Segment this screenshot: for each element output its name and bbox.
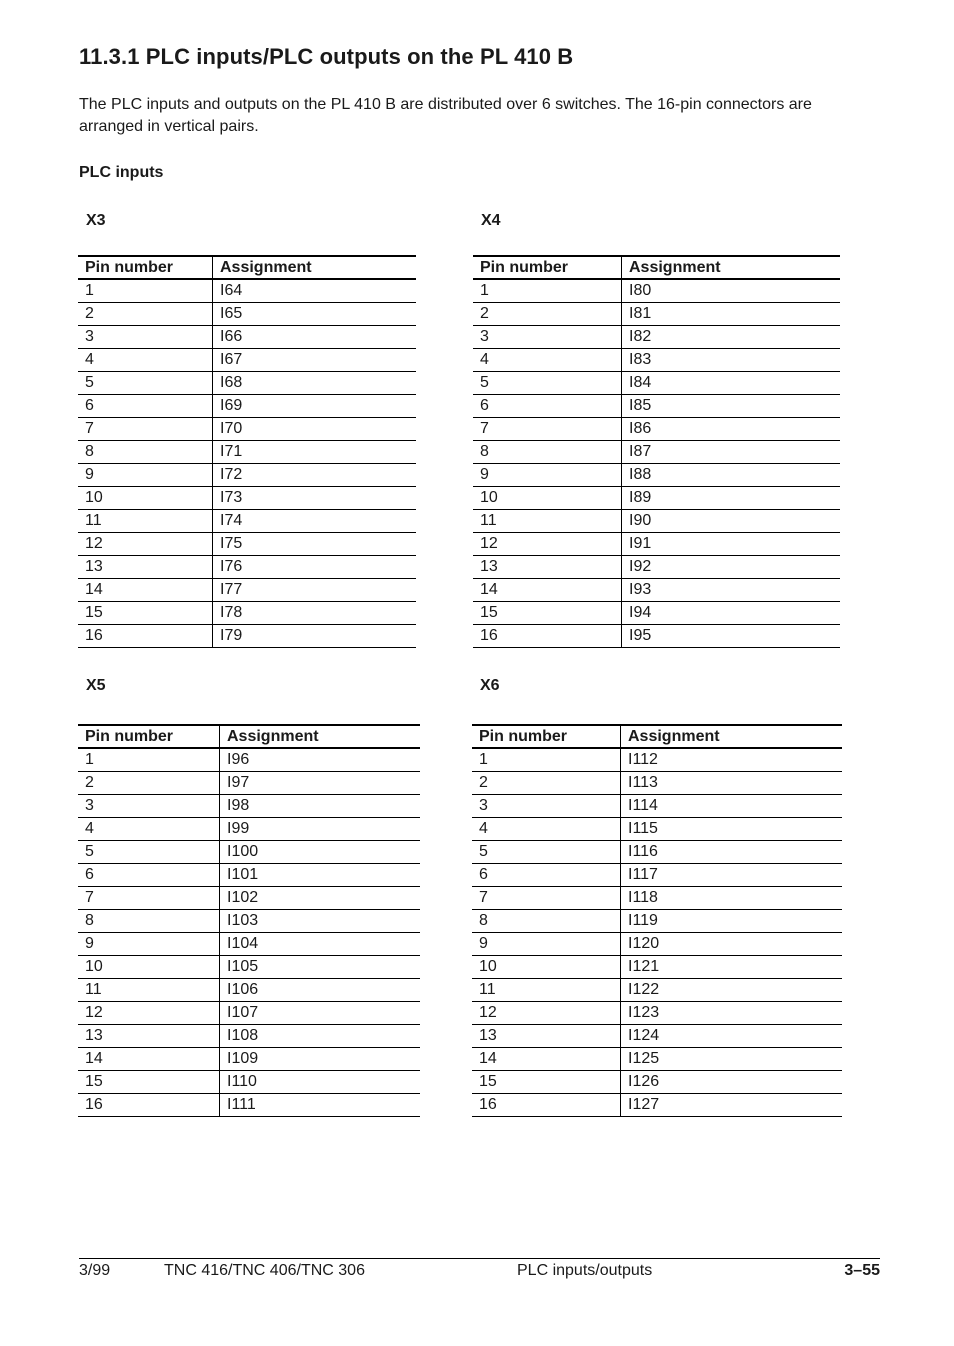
pin-number-cell: 9 xyxy=(78,464,213,487)
table-row xyxy=(473,510,840,533)
table-row xyxy=(473,395,840,418)
pin-number-cell: 3 xyxy=(472,795,621,818)
pin-number-header: Pin number xyxy=(472,725,621,748)
assignment-cell: I112 xyxy=(621,748,843,772)
assignment-cell: I113 xyxy=(621,772,843,795)
assignment-cell: I84 xyxy=(622,372,841,395)
pin-number-cell: 6 xyxy=(78,395,213,418)
assignment-header: Assignment xyxy=(213,256,417,279)
assignment-cell: I122 xyxy=(621,979,843,1002)
table-row xyxy=(78,772,420,795)
assignment-cell: I83 xyxy=(622,349,841,372)
table-row xyxy=(78,910,420,933)
intro-paragraph: The PLC inputs and outputs on the PL 410 B are distributed over 6 switches. The 16-pin connectors are arranged in vertical pairs. xyxy=(79,96,812,135)
assignment-cell: I97 xyxy=(220,772,421,795)
table-row xyxy=(473,279,840,303)
table-row xyxy=(78,326,416,349)
table-row xyxy=(473,625,840,648)
pin-number-cell: 1 xyxy=(473,279,622,303)
assignment-cell: I99 xyxy=(220,818,421,841)
table-row xyxy=(473,326,840,349)
table-row xyxy=(78,887,420,910)
pin-number-cell: 10 xyxy=(473,487,622,510)
assignment-cell: I90 xyxy=(622,510,841,533)
assignment-cell: I82 xyxy=(622,326,841,349)
pin-number-cell: 13 xyxy=(472,1025,621,1048)
table-row xyxy=(472,910,842,933)
assignment-cell: I121 xyxy=(621,956,843,979)
table-row xyxy=(78,841,420,864)
pin-number-cell: 2 xyxy=(472,772,621,795)
pin-number-cell: 10 xyxy=(78,956,220,979)
assignment-cell: I119 xyxy=(621,910,843,933)
table-row xyxy=(472,864,842,887)
table-row xyxy=(78,441,416,464)
assignment-header: Assignment xyxy=(621,725,843,748)
assignment-cell: I65 xyxy=(213,303,417,326)
table-row xyxy=(472,1025,842,1048)
pin-number-cell: 4 xyxy=(472,818,621,841)
pin-number-cell: 7 xyxy=(472,887,621,910)
assignment-cell: I79 xyxy=(213,625,417,648)
assignment-cell: I77 xyxy=(213,579,417,602)
pin-number-cell: 9 xyxy=(472,933,621,956)
table-row xyxy=(78,979,420,1002)
table-row xyxy=(78,556,416,579)
pin-number-cell: 2 xyxy=(78,772,220,795)
assignment-cell: I73 xyxy=(213,487,417,510)
table-row xyxy=(472,772,842,795)
pin-number-header: Pin number xyxy=(78,725,220,748)
pin-number-cell: 4 xyxy=(78,349,213,372)
table-row xyxy=(78,487,416,510)
assignment-cell: I98 xyxy=(220,795,421,818)
footer-page-number: 3–55 xyxy=(844,1262,880,1279)
table-row xyxy=(78,1071,420,1094)
assignment-cell: I109 xyxy=(220,1048,421,1071)
assignment-cell: I118 xyxy=(621,887,843,910)
table-row xyxy=(78,864,420,887)
assignment-cell: I89 xyxy=(622,487,841,510)
assignment-cell: I123 xyxy=(621,1002,843,1025)
pin-number-cell: 6 xyxy=(472,864,621,887)
pin-number-cell: 11 xyxy=(78,979,220,1002)
table-row xyxy=(472,795,842,818)
connector-label-x6: X6 xyxy=(480,677,500,694)
assignment-cell: I67 xyxy=(213,349,417,372)
assignment-cell: I75 xyxy=(213,533,417,556)
pin-table-x4 xyxy=(473,255,840,648)
assignment-cell: I78 xyxy=(213,602,417,625)
assignment-cell: I93 xyxy=(622,579,841,602)
table-row xyxy=(78,1025,420,1048)
table-row xyxy=(78,533,416,556)
pin-number-cell: 16 xyxy=(473,625,622,648)
pin-table-x3 xyxy=(78,255,416,648)
pin-number-cell: 6 xyxy=(473,395,622,418)
pin-number-cell: 12 xyxy=(473,533,622,556)
pin-number-cell: 13 xyxy=(78,1025,220,1048)
pin-number-cell: 12 xyxy=(78,1002,220,1025)
assignment-cell: I74 xyxy=(213,510,417,533)
table-row xyxy=(78,303,416,326)
pin-number-header: Pin number xyxy=(473,256,622,279)
table-row xyxy=(473,441,840,464)
pin-number-cell: 13 xyxy=(473,556,622,579)
table-row xyxy=(472,748,842,772)
assignment-cell: I103 xyxy=(220,910,421,933)
pin-number-cell: 11 xyxy=(473,510,622,533)
pin-number-cell: 5 xyxy=(78,841,220,864)
pin-number-header: Pin number xyxy=(78,256,213,279)
pin-number-cell: 6 xyxy=(78,864,220,887)
pin-number-cell: 14 xyxy=(78,579,213,602)
table-row xyxy=(473,487,840,510)
assignment-cell: I76 xyxy=(213,556,417,579)
assignment-cell: I94 xyxy=(622,602,841,625)
table-row xyxy=(78,748,420,772)
assignment-cell: I71 xyxy=(213,441,417,464)
table-row xyxy=(473,349,840,372)
assignment-cell: I95 xyxy=(622,625,841,648)
table-row xyxy=(78,1094,420,1117)
pin-number-cell: 2 xyxy=(473,303,622,326)
table-row xyxy=(78,1002,420,1025)
assignment-cell: I124 xyxy=(621,1025,843,1048)
assignment-cell: I108 xyxy=(220,1025,421,1048)
pin-number-cell: 14 xyxy=(473,579,622,602)
pin-number-cell: 4 xyxy=(78,818,220,841)
connector-label-x5: X5 xyxy=(86,677,106,694)
assignment-cell: I88 xyxy=(622,464,841,487)
table-row xyxy=(473,533,840,556)
assignment-cell: I81 xyxy=(622,303,841,326)
pin-number-cell: 11 xyxy=(78,510,213,533)
pin-number-cell: 3 xyxy=(473,326,622,349)
pin-table-x6 xyxy=(472,724,842,1117)
table-row xyxy=(472,1048,842,1071)
table-row xyxy=(78,795,420,818)
pin-number-cell: 10 xyxy=(78,487,213,510)
assignment-cell: I85 xyxy=(622,395,841,418)
table-row xyxy=(78,1048,420,1071)
assignment-cell: I114 xyxy=(621,795,843,818)
table-row xyxy=(472,1094,842,1117)
table-row xyxy=(473,464,840,487)
footer-date: 3/99 xyxy=(79,1262,111,1279)
assignment-cell: I68 xyxy=(213,372,417,395)
table-header-row xyxy=(78,725,420,748)
assignment-cell: I104 xyxy=(220,933,421,956)
pin-number-cell: 14 xyxy=(78,1048,220,1071)
pin-table-x5 xyxy=(78,724,420,1117)
assignment-cell: I117 xyxy=(621,864,843,887)
table-row xyxy=(78,279,416,303)
pin-number-cell: 8 xyxy=(473,441,622,464)
pin-number-cell: 15 xyxy=(472,1071,621,1094)
table-row xyxy=(78,579,416,602)
assignment-cell: I69 xyxy=(213,395,417,418)
table-row xyxy=(78,625,416,648)
pin-number-cell: 5 xyxy=(78,372,213,395)
table-row xyxy=(78,933,420,956)
assignment-cell: I105 xyxy=(220,956,421,979)
assignment-cell: I106 xyxy=(220,979,421,1002)
assignment-cell: I127 xyxy=(621,1094,843,1117)
assignment-cell: I64 xyxy=(213,279,417,303)
table-row xyxy=(473,579,840,602)
table-row xyxy=(78,372,416,395)
pin-number-cell: 1 xyxy=(78,748,220,772)
table-row xyxy=(472,933,842,956)
assignment-cell: I101 xyxy=(220,864,421,887)
table-row xyxy=(78,418,416,441)
table-row xyxy=(78,510,416,533)
table-header-row xyxy=(472,725,842,748)
assignment-cell: I111 xyxy=(220,1094,421,1117)
table-row xyxy=(78,395,416,418)
table-row xyxy=(472,956,842,979)
pin-number-cell: 8 xyxy=(472,910,621,933)
assignment-cell: I87 xyxy=(622,441,841,464)
pin-number-cell: 8 xyxy=(78,910,220,933)
table-row xyxy=(473,372,840,395)
assignment-cell: I70 xyxy=(213,418,417,441)
assignment-cell: I86 xyxy=(622,418,841,441)
pin-number-cell: 8 xyxy=(78,441,213,464)
assignment-cell: I80 xyxy=(622,279,841,303)
pin-number-cell: 9 xyxy=(473,464,622,487)
table-header-row xyxy=(473,256,840,279)
pin-number-cell: 7 xyxy=(78,887,220,910)
pin-number-cell: 2 xyxy=(78,303,213,326)
table-row xyxy=(473,602,840,625)
assignment-header: Assignment xyxy=(622,256,841,279)
table-row xyxy=(78,602,416,625)
assignment-cell: I126 xyxy=(621,1071,843,1094)
pin-number-cell: 5 xyxy=(472,841,621,864)
pin-number-cell: 15 xyxy=(473,602,622,625)
pin-number-cell: 4 xyxy=(473,349,622,372)
table-row xyxy=(78,349,416,372)
assignment-cell: I107 xyxy=(220,1002,421,1025)
pin-number-cell: 16 xyxy=(78,625,213,648)
table-row xyxy=(78,818,420,841)
connector-label-x4: X4 xyxy=(481,212,501,229)
pin-number-cell: 15 xyxy=(78,1071,220,1094)
section-heading: PLC inputs xyxy=(79,164,164,181)
pin-number-cell: 10 xyxy=(472,956,621,979)
connector-label-x3: X3 xyxy=(86,212,106,229)
pin-number-cell: 9 xyxy=(78,933,220,956)
table-row xyxy=(472,818,842,841)
table-row xyxy=(473,418,840,441)
table-row xyxy=(472,887,842,910)
pin-number-cell: 3 xyxy=(78,326,213,349)
table-row xyxy=(473,556,840,579)
pin-number-cell: 13 xyxy=(78,556,213,579)
table-row xyxy=(78,464,416,487)
table-row xyxy=(473,303,840,326)
table-row xyxy=(472,1071,842,1094)
assignment-cell: I120 xyxy=(621,933,843,956)
assignment-cell: I92 xyxy=(622,556,841,579)
pin-number-cell: 15 xyxy=(78,602,213,625)
assignment-cell: I125 xyxy=(621,1048,843,1071)
footer-topic: PLC inputs/outputs xyxy=(517,1262,653,1279)
assignment-cell: I66 xyxy=(213,326,417,349)
pin-number-cell: 12 xyxy=(472,1002,621,1025)
footer-product: TNC 416/TNC 406/TNC 306 xyxy=(164,1262,365,1279)
footer-divider xyxy=(79,1258,880,1259)
table-row xyxy=(472,1002,842,1025)
pin-number-cell: 5 xyxy=(473,372,622,395)
assignment-cell: I91 xyxy=(622,533,841,556)
table-row xyxy=(472,979,842,1002)
pin-number-cell: 14 xyxy=(472,1048,621,1071)
pin-number-cell: 3 xyxy=(78,795,220,818)
assignment-header: Assignment xyxy=(220,725,421,748)
table-row xyxy=(78,956,420,979)
table-header-row xyxy=(78,256,416,279)
assignment-cell: I96 xyxy=(220,748,421,772)
page-heading: 11.3.1 PLC inputs/PLC outputs on the PL 410 B xyxy=(79,44,574,69)
assignment-cell: I72 xyxy=(213,464,417,487)
assignment-cell: I116 xyxy=(621,841,843,864)
assignment-cell: I110 xyxy=(220,1071,421,1094)
table-row xyxy=(472,841,842,864)
pin-number-cell: 16 xyxy=(78,1094,220,1117)
pin-number-cell: 1 xyxy=(78,279,213,303)
assignment-cell: I102 xyxy=(220,887,421,910)
pin-number-cell: 16 xyxy=(472,1094,621,1117)
pin-number-cell: 7 xyxy=(78,418,213,441)
pin-number-cell: 12 xyxy=(78,533,213,556)
assignment-cell: I115 xyxy=(621,818,843,841)
pin-number-cell: 7 xyxy=(473,418,622,441)
pin-number-cell: 1 xyxy=(472,748,621,772)
assignment-cell: I100 xyxy=(220,841,421,864)
pin-number-cell: 11 xyxy=(472,979,621,1002)
